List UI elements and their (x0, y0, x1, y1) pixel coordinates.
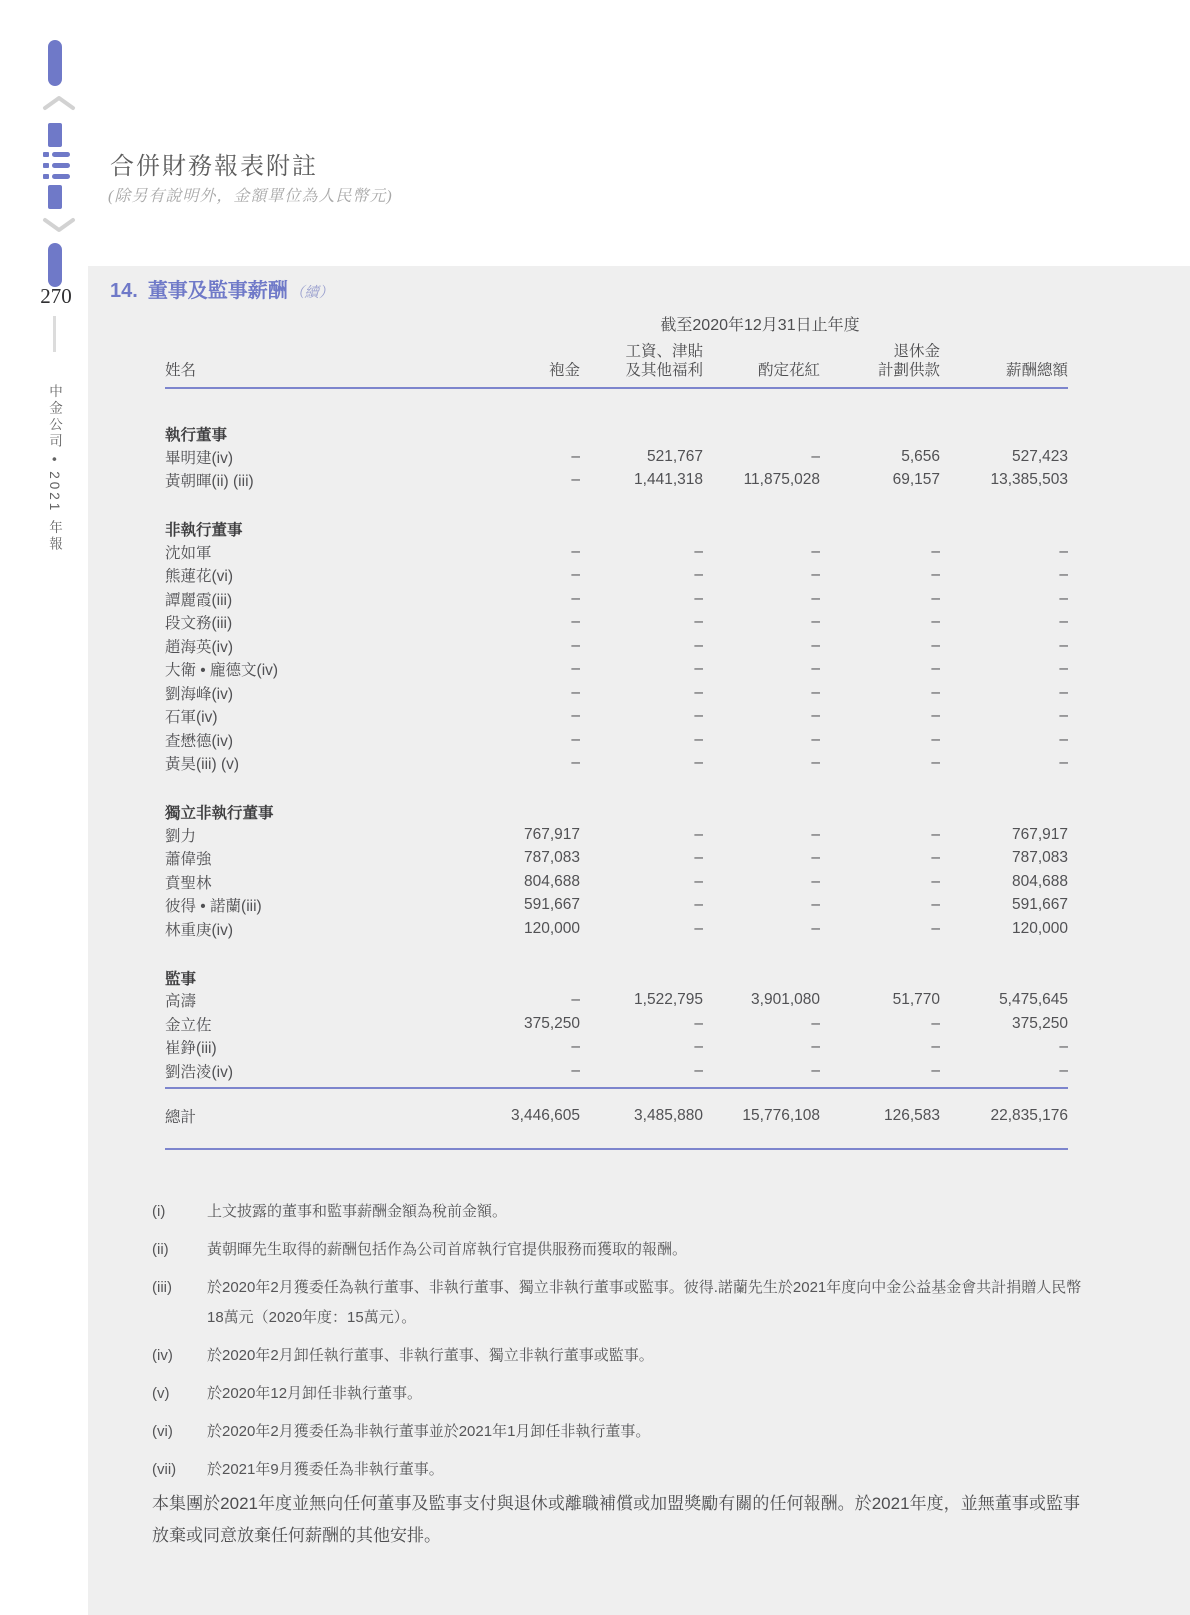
value-cell: – (811, 1061, 820, 1079)
footnote-text: 上文披露的董事和監事薪酬金額為稅前金額。 (207, 1203, 508, 1220)
total-row (165, 1088, 1068, 1149)
table-row (165, 445, 1068, 469)
value-cell: 13,385,503 (990, 471, 1069, 489)
value-cell: – (694, 566, 703, 584)
value-cell: – (694, 1014, 703, 1032)
value-cell: 804,688 (1012, 872, 1069, 890)
table-row (165, 847, 1068, 871)
value-cell: – (694, 754, 703, 772)
value-cell: 120,000 (523, 919, 580, 937)
value-cell: – (571, 660, 580, 678)
value-cell: – (571, 613, 580, 631)
section-title-text: 董事及監事薪酬 (147, 280, 288, 302)
value-cell: 767,917 (1012, 825, 1069, 843)
value-cell: 51,770 (892, 991, 941, 1009)
column-header-fee: 袍金 (430, 338, 580, 388)
value-cell: 1,522,795 (634, 991, 703, 1009)
value-cell: 120,000 (1012, 919, 1069, 937)
footnote (152, 1417, 1082, 1447)
value-cell: – (1059, 1061, 1069, 1079)
value-cell: – (571, 542, 580, 560)
value-cell: – (811, 849, 820, 867)
value-cell: – (694, 660, 703, 678)
column-header-salary (580, 338, 703, 388)
value-cell: – (571, 754, 580, 772)
footnote-label: (iv) (152, 1347, 173, 1364)
value-cell: – (931, 613, 941, 631)
value-cell: – (694, 849, 703, 867)
value-cell: – (931, 919, 941, 937)
section-continued-label: （續） (289, 285, 334, 301)
footnote (152, 1379, 1082, 1409)
value-cell: – (1059, 730, 1069, 748)
value-cell: – (694, 1038, 703, 1056)
value-cell: – (811, 566, 820, 584)
table-row (165, 587, 1068, 611)
table-row (165, 989, 1068, 1013)
value-cell: – (931, 825, 941, 843)
value-cell: – (931, 1061, 941, 1079)
value-cell: – (931, 754, 941, 772)
column-header-total: 薪酬總額 (940, 338, 1068, 388)
value-cell: – (694, 707, 703, 725)
value-cell: – (811, 1014, 820, 1032)
column-header-salary-line2: 及其他福利 (625, 362, 703, 379)
director-name: 高濤 (165, 993, 197, 1011)
value-cell: – (1059, 707, 1069, 725)
value-cell: – (931, 636, 941, 654)
value-cell: – (931, 1038, 941, 1056)
value-cell: – (1059, 613, 1069, 631)
list-icon-row (43, 174, 71, 179)
value-cell: – (694, 872, 703, 890)
value-cell: 3,901,080 (751, 991, 820, 1009)
table-section-header (165, 941, 1068, 989)
value-cell: 591,667 (1012, 896, 1069, 914)
table-row (165, 1059, 1068, 1083)
table-section-title: 非執行董事 (165, 522, 243, 539)
director-name: 賁聖林 (165, 874, 212, 892)
value-cell: 11,875,028 (743, 471, 820, 489)
value-cell: – (931, 542, 941, 560)
value-cell: – (694, 636, 703, 654)
value-cell: 767,917 (523, 825, 580, 843)
director-name: 趙海英(iv) (165, 638, 234, 656)
table-section-header (165, 775, 1068, 823)
footnote-text: 於2020年12月卸任非執行董事。 (207, 1385, 423, 1402)
value-cell: – (1059, 589, 1069, 607)
footnote-label: (vii) (152, 1461, 177, 1478)
table-row (165, 894, 1068, 918)
value-cell: – (694, 613, 703, 631)
value-cell: – (811, 825, 820, 843)
table-section-header (165, 492, 1068, 540)
director-name: 沈如軍 (165, 544, 212, 562)
value-cell: – (571, 447, 580, 465)
footnote (152, 1235, 1082, 1265)
table-body (165, 388, 1068, 1088)
footnote-label: (iii) (152, 1279, 172, 1296)
director-name: 劉海峰(iv) (165, 685, 234, 703)
table-row (165, 917, 1068, 941)
value-cell: – (931, 1014, 941, 1032)
footnote-text: 於2020年2月獲委任為非執行董事並於2021年1月卸任非執行董事。 (207, 1423, 651, 1440)
column-header-retirement-line1: 退休金 (893, 343, 941, 360)
table-row (165, 681, 1068, 705)
footnote-label: (vi) (152, 1423, 173, 1440)
remuneration-table (165, 312, 1068, 1150)
closing-paragraph: 本集團於2021年度並無向任何董事及監事支付與退休或離職補償或加盟獎勵有關的任何報酬。於2021年度，並無董事或監事放棄或同意放棄任何薪酬的其他安排。 (152, 1494, 1080, 1545)
footnote (152, 1341, 1082, 1371)
table-section-title: 監事 (165, 970, 197, 988)
table-row (165, 1036, 1068, 1060)
value-cell: – (811, 730, 820, 748)
value-cell: 5,475,645 (999, 991, 1069, 1009)
director-name: 查懋德(iv) (165, 732, 234, 750)
value-cell: – (811, 754, 820, 772)
table-period-row (165, 312, 1068, 338)
director-name: 熊蓮花(vi) (165, 568, 234, 586)
column-header-bonus: 酌定花紅 (703, 338, 820, 388)
period-header: 截至2020年12月31日止年度 (660, 317, 860, 334)
director-name: 石軍(iv) (165, 709, 218, 727)
value-cell: – (571, 683, 580, 701)
value-cell: – (1059, 566, 1069, 584)
value-cell: – (931, 683, 941, 701)
value-cell: – (694, 919, 703, 937)
table-row (165, 540, 1068, 564)
director-name: 林重庚(iv) (165, 921, 234, 939)
empty-cell (940, 312, 1068, 338)
director-name: 蕭偉強 (165, 851, 212, 869)
footnote-text: 黃朝暉先生取得的薪酬包括作為公司首席執行官提供服務而獲取的報酬。 (207, 1241, 688, 1258)
table-row (165, 658, 1068, 682)
value-cell: – (811, 613, 820, 631)
table-row (165, 823, 1068, 847)
value-cell: 375,250 (1012, 1014, 1069, 1032)
footnote (152, 1455, 1082, 1485)
value-cell: – (694, 730, 703, 748)
list-icon[interactable] (43, 152, 71, 179)
content-panel (88, 266, 1190, 1615)
director-name: 大衛 • 龐德文(iv) (165, 662, 279, 680)
director-name: 劉浩淩(iv) (165, 1063, 234, 1081)
table-section-title: 獨立非執行董事 (165, 805, 274, 822)
director-name: 段文務(iii) (165, 615, 233, 633)
value-cell: – (1059, 754, 1069, 772)
value-cell: 375,250 (523, 1014, 580, 1032)
value-cell: 5,656 (901, 447, 941, 465)
footnote-text: 於2020年2月卸任執行董事、非執行董事、獨立非執行董事或監事。 (207, 1347, 654, 1364)
director-name: 崔錚(iii) (165, 1040, 217, 1058)
table-row (165, 469, 1068, 493)
column-header-retirement-line2: 計劃供款 (878, 362, 941, 379)
page-number-tick (53, 316, 56, 352)
table-row (165, 564, 1068, 588)
value-cell: – (571, 589, 580, 607)
value-cell: – (931, 730, 941, 748)
value-cell: – (571, 566, 580, 584)
value-cell: – (694, 589, 703, 607)
footnotes (152, 1197, 1082, 1493)
column-header-retirement (820, 338, 940, 388)
value-cell: 787,083 (1012, 849, 1069, 867)
document-subtitle: (除另有說明外，金額單位為人民幣元) (108, 188, 393, 205)
side-vertical-text: 中金公司 • 2021 年報 (47, 384, 62, 554)
value-cell: 69,157 (892, 471, 941, 489)
value-cell: – (931, 566, 941, 584)
chevron-down-icon[interactable] (42, 216, 76, 234)
value-cell: – (931, 849, 941, 867)
value-cell: – (694, 542, 703, 560)
value-cell: – (811, 660, 820, 678)
footnote-label: (i) (152, 1203, 166, 1220)
empty-cell (430, 312, 580, 338)
director-name: 譚麗霞(iii) (165, 591, 233, 609)
director-name: 彼得 • 諾蘭(iii) (165, 898, 262, 916)
total-retirement: 126,583 (820, 1088, 940, 1149)
value-cell: – (571, 991, 580, 1009)
accent-bar-top (48, 40, 62, 86)
value-cell: – (694, 825, 703, 843)
value-cell: – (931, 896, 941, 914)
value-cell: – (571, 730, 580, 748)
value-cell: 591,667 (523, 896, 580, 914)
value-cell: 787,083 (523, 849, 580, 867)
footnote (152, 1197, 1082, 1227)
value-cell: – (571, 1038, 580, 1056)
director-name: 黃昊(iii) (v) (165, 756, 240, 774)
value-cell: – (694, 683, 703, 701)
footnote (152, 1273, 1082, 1333)
table-row (165, 752, 1068, 776)
value-cell: – (931, 589, 941, 607)
footnote-text: 於2020年2月獲委任為執行董事、非執行董事、獨立非執行董事或監事。彼得.諾蘭先生於2021年度向中金公益基金會共計捐贈人民幣18萬元（2020年度：15萬元）。 (207, 1279, 1082, 1326)
director-name: 黃朝暉(ii) (iii) (165, 473, 254, 491)
value-cell: 1,441,318 (634, 471, 703, 489)
total-remuneration: 22,835,176 (940, 1088, 1068, 1149)
value-cell: 521,767 (646, 447, 703, 465)
total-bonus: 15,776,108 (703, 1088, 820, 1149)
table-row (165, 634, 1068, 658)
table-row (165, 705, 1068, 729)
value-cell: – (694, 1061, 703, 1079)
value-cell: – (811, 636, 820, 654)
value-cell: – (811, 1038, 820, 1056)
page-number: 270 (40, 284, 72, 308)
accent-bar-bottom (48, 243, 62, 287)
value-cell: – (931, 660, 941, 678)
table-section-header (165, 388, 1068, 445)
chevron-up-icon[interactable] (42, 94, 76, 112)
table-row (165, 870, 1068, 894)
value-cell: 804,688 (523, 872, 580, 890)
value-cell: – (811, 872, 820, 890)
table-row (165, 1012, 1068, 1036)
column-header-name: 姓名 (165, 338, 430, 388)
value-cell: – (1059, 542, 1069, 560)
value-cell: – (1059, 683, 1069, 701)
total-label: 總計 (165, 1088, 430, 1149)
value-cell: – (811, 542, 820, 560)
section-number: 14. (110, 280, 138, 302)
director-name: 劉力 (165, 827, 197, 845)
value-cell: – (811, 896, 820, 914)
table-header-row (165, 338, 1068, 388)
footnote-label: (v) (152, 1385, 170, 1402)
value-cell: – (571, 636, 580, 654)
section-title (110, 274, 333, 303)
total-fee: 3,446,605 (430, 1088, 580, 1149)
director-name: 畢明建(iv) (165, 449, 234, 467)
value-cell: – (1059, 636, 1069, 654)
list-icon-row (43, 152, 71, 157)
empty-cell (165, 312, 430, 338)
list-icon-row (43, 163, 71, 168)
footnote-label: (ii) (152, 1241, 169, 1258)
table-section-title: 執行董事 (165, 427, 228, 444)
footnote-text: 於2021年9月獲委任為非執行董事。 (207, 1461, 444, 1478)
value-cell: – (571, 707, 580, 725)
table-row (165, 728, 1068, 752)
column-header-salary-line1: 工資、津貼 (625, 343, 703, 360)
document-title: 合併財務報表附註 (110, 154, 318, 180)
value-cell: – (811, 919, 820, 937)
value-cell: – (571, 1061, 580, 1079)
value-cell: – (694, 896, 703, 914)
value-cell: 527,423 (1012, 447, 1069, 465)
value-cell: – (1059, 660, 1069, 678)
accent-bar-small-top (48, 123, 62, 147)
total-salary: 3,485,880 (580, 1088, 703, 1149)
director-name: 金立佐 (165, 1016, 212, 1034)
value-cell: – (931, 872, 941, 890)
value-cell: – (1059, 1038, 1069, 1056)
value-cell: – (571, 471, 580, 489)
value-cell: – (811, 589, 820, 607)
value-cell: – (811, 683, 820, 701)
accent-bar-small-bottom (48, 185, 62, 209)
table-row (165, 611, 1068, 635)
value-cell: – (811, 707, 820, 725)
value-cell: – (811, 447, 820, 465)
value-cell: – (931, 707, 941, 725)
